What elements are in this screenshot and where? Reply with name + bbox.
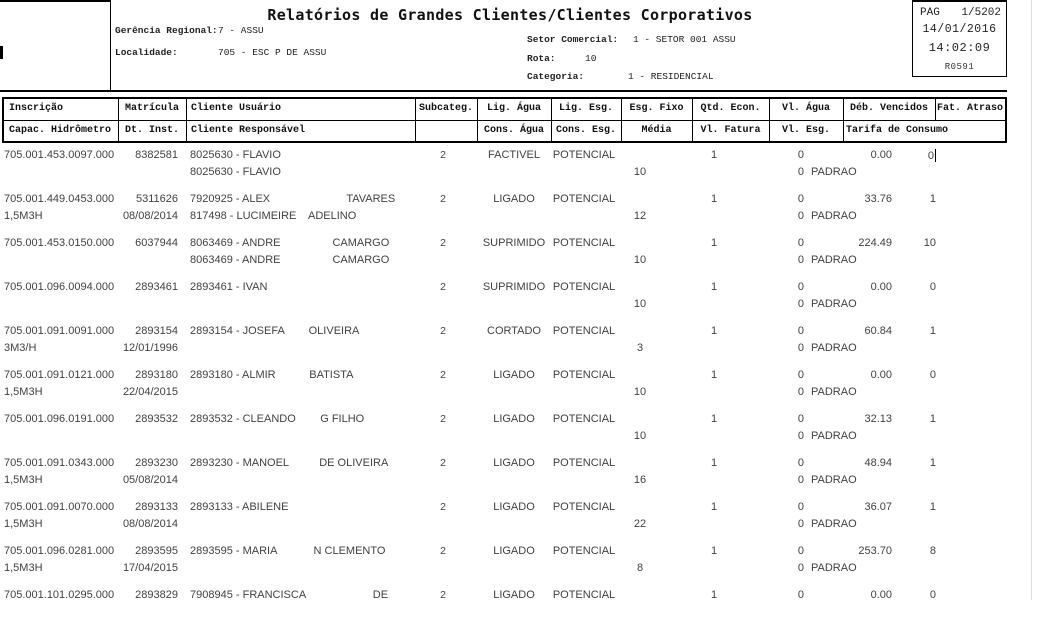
cell-vl-agua: 0 <box>797 369 804 381</box>
table-row <box>0 543 1048 587</box>
cell-media: 12 <box>633 210 647 222</box>
cell-lig-agua: LIGADO <box>493 193 535 205</box>
cell-matricula: 2893595 <box>135 545 178 557</box>
cell-cliente-usuario: 7920925 - ALEX TAVARES <box>190 193 396 205</box>
cell-lig-esg: POTENCIAL <box>552 237 616 249</box>
cell-deb-vencidos: 36.07 <box>864 501 892 513</box>
cell-cliente-usuario: 2893230 - MANOEL DE OLIVEIRA <box>190 457 389 469</box>
cell-matricula: 2893180 <box>135 369 178 381</box>
col-header-inscricao: Inscrição <box>9 103 64 114</box>
table-row <box>0 235 1048 279</box>
cell-subcateg: 2 <box>440 545 446 557</box>
cell-capac-hidrometro: 1,5M3H <box>4 518 43 530</box>
report-code: R0591 <box>944 62 975 72</box>
cell-vl-esg: 0 <box>797 562 804 574</box>
cell-capac-hidrometro: 1,5M3H <box>4 386 43 398</box>
cell-media: 10 <box>633 430 647 442</box>
table-row <box>0 455 1048 499</box>
cell-inscricao: 705.001.091.0091.000 <box>4 325 115 337</box>
col-header-capac-hidrometro: Capac. Hidrômetro <box>9 125 112 136</box>
rota-value: 10 <box>585 53 597 64</box>
cell-vl-agua: 0 <box>797 193 804 205</box>
cell-inscricao: 705.001.453.0097.000 <box>4 149 115 161</box>
cell-deb-vencidos: 0.00 <box>870 149 892 161</box>
records <box>0 147 1048 631</box>
cell-vl-agua: 0 <box>797 457 804 469</box>
cell-fat-atraso: 10 <box>923 237 936 249</box>
col-header-deb-vencidos: Déb. Vencidos <box>849 103 928 114</box>
table-row <box>0 191 1048 235</box>
cell-tarifa-consumo: PADRAO <box>811 342 857 354</box>
cell-vl-esg: 0 <box>797 386 804 398</box>
cell-dt-inst: 22/04/2015 <box>122 386 178 398</box>
cell-vl-agua: 0 <box>797 325 804 337</box>
cell-lig-esg: POTENCIAL <box>552 325 616 337</box>
table-row <box>0 499 1048 543</box>
col-header-lig-esg: Lig. Esg. <box>558 103 613 114</box>
page-number: 1/5202 <box>961 7 1001 19</box>
gerencia-regional-label: Gerência Regional: <box>115 25 218 36</box>
cell-subcateg: 2 <box>440 589 446 601</box>
right-edge-line <box>1031 0 1032 600</box>
cell-cliente-usuario: 2893532 - CLEANDO G FILHO <box>190 413 365 425</box>
cell-media: 10 <box>633 166 647 178</box>
cell-media: 10 <box>633 254 647 266</box>
cell-fat-atraso: 8 <box>929 545 936 557</box>
col-header-qtd-econ: Qtd. Econ. <box>700 103 761 114</box>
col-header-tarifa-consumo: Tarifa de Consumo <box>846 125 949 136</box>
cell-deb-vencidos: 48.94 <box>864 457 892 469</box>
col-header-dt-inst: Dt. Inst. <box>124 125 179 136</box>
cell-fat-atraso: 1 <box>929 457 936 469</box>
cell-subcateg: 2 <box>440 193 446 205</box>
cell-fat-atraso: 1 <box>929 193 936 205</box>
cell-cliente-usuario: 2893180 - ALMIR BATISTA <box>190 369 354 381</box>
cell-vl-esg: 0 <box>797 474 804 486</box>
categoria-value: 1 - RESIDENCIAL <box>628 71 714 82</box>
cell-fat-atraso: 1 <box>929 413 936 425</box>
cell-tarifa-consumo: PADRAO <box>811 518 857 530</box>
cell-deb-vencidos: 224.49 <box>858 237 892 249</box>
cell-subcateg: 2 <box>440 501 446 513</box>
cell-media: 10 <box>633 386 647 398</box>
cell-tarifa-consumo: PADRAO <box>811 474 857 486</box>
cell-deb-vencidos: 32.13 <box>864 413 892 425</box>
cell-fat-atraso: 1 <box>929 501 936 513</box>
cell-inscricao: 705.001.096.0281.000 <box>4 545 115 557</box>
cell-fat-atraso: 0 <box>929 281 936 293</box>
cell-lig-esg: POTENCIAL <box>552 589 616 601</box>
setor-comercial-value: 1 - SETOR 001 ASSU <box>633 34 736 45</box>
cell-lig-agua: CORTADO <box>487 325 541 337</box>
cell-dt-inst: 05/08/2014 <box>122 474 178 486</box>
cell-lig-agua: LIGADO <box>493 369 535 381</box>
cell-matricula: 5311626 <box>135 193 178 205</box>
cell-cliente-usuario: 8025630 - FLAVIO <box>190 149 281 161</box>
cell-capac-hidrometro: 1,5M3H <box>4 474 43 486</box>
localidade-value: 705 - ESC P DE ASSU <box>218 47 327 58</box>
cell-subcateg: 2 <box>440 149 446 161</box>
cell-subcateg: 2 <box>440 457 446 469</box>
cell-inscricao: 705.001.091.0121.000 <box>4 369 115 381</box>
setor-comercial-label: Setor Comercial: <box>527 34 619 45</box>
cell-cliente-usuario: 2893154 - JOSEFA OLIVEIRA <box>190 325 360 337</box>
col-header-lig-agua: Lig. Água <box>486 103 541 114</box>
cell-lig-esg: POTENCIAL <box>552 149 616 161</box>
col-header-fat-atraso: Fat. Atraso <box>936 103 1003 114</box>
cell-subcateg: 2 <box>440 369 446 381</box>
cell-dt-inst: 12/01/1996 <box>122 342 178 354</box>
col-header-cons-agua: Cons. Água <box>483 125 544 136</box>
page-info-box <box>912 0 1007 77</box>
page-title: Relatórios de Grandes Clientes/Clientes Corporativos <box>267 6 753 24</box>
table-row <box>0 323 1048 367</box>
cell-lig-esg: POTENCIAL <box>552 369 616 381</box>
cell-lig-esg: POTENCIAL <box>552 501 616 513</box>
logo-box-top-border <box>0 0 110 2</box>
cell-matricula: 8382581 <box>135 149 178 161</box>
cell-lig-esg: POTENCIAL <box>552 193 616 205</box>
cell-dt-inst: 17/04/2015 <box>122 562 178 574</box>
cell-vl-agua: 0 <box>797 413 804 425</box>
cell-lig-agua: SUPRIMIDO <box>482 281 546 293</box>
table-row <box>0 367 1048 411</box>
cell-inscricao: 705.001.096.0191.000 <box>4 413 115 425</box>
cell-fat-atraso: 0 <box>929 369 936 381</box>
cell-inscricao: 705.001.096.0094.000 <box>4 281 115 293</box>
cell-vl-esg: 0 <box>797 342 804 354</box>
cell-vl-esg: 0 <box>797 518 804 530</box>
col-header-vl-agua: Vl. Água <box>781 103 830 114</box>
cell-media: 8 <box>636 562 644 574</box>
col-header-cliente-usuario: Cliente Usuário <box>191 103 282 114</box>
cell-qtd-econ: 1 <box>710 457 718 469</box>
cell-deb-vencidos: 0.00 <box>870 369 892 381</box>
cell-lig-esg: POTENCIAL <box>552 457 616 469</box>
cell-fat-atraso: 0 <box>929 589 936 601</box>
report-time: 14:02:09 <box>928 41 991 55</box>
header-rule <box>0 90 1007 92</box>
col-header-cliente-responsavel: Cliente Responsável <box>191 125 306 136</box>
col-header-vl-esg: Vl. Esg. <box>781 125 830 136</box>
cell-subcateg: 2 <box>440 237 446 249</box>
col-header-matricula: Matrícula <box>124 103 179 114</box>
table-row <box>0 147 1048 191</box>
col-header-vl-fatura: Vl. Fatura <box>700 125 761 136</box>
cell-vl-esg: 0 <box>797 254 804 266</box>
cell-vl-esg: 0 <box>797 166 804 178</box>
cell-dt-inst: 08/08/2014 <box>122 210 178 222</box>
cell-capac-hidrometro: 1,5M3H <box>4 210 43 222</box>
grid-line <box>4 120 1005 121</box>
cell-tarifa-consumo: PADRAO <box>811 430 857 442</box>
cell-media: 16 <box>633 474 647 486</box>
cell-matricula: 2893532 <box>135 413 178 425</box>
cell-matricula: 6037944 <box>135 237 178 249</box>
cell-subcateg: 2 <box>440 325 446 337</box>
cell-cliente-responsavel: 817498 - LUCIMEIRE ADELINO <box>190 210 357 222</box>
cell-subcateg: 2 <box>440 413 446 425</box>
cell-lig-agua: SUPRIMIDO <box>482 237 546 249</box>
cell-tarifa-consumo: PADRAO <box>811 166 857 178</box>
cell-inscricao: 705.001.449.0453.000 <box>4 193 115 205</box>
cell-vl-esg: 0 <box>797 210 804 222</box>
cell-matricula: 2893829 <box>135 589 178 601</box>
col-header-cons-esg: Cons. Esg. <box>555 125 616 136</box>
categoria-label: Categoria: <box>527 71 585 82</box>
cell-vl-agua: 0 <box>797 545 804 557</box>
cell-media: 3 <box>636 342 644 354</box>
cell-capac-hidrometro: 1,5M3H <box>4 562 43 574</box>
cell-fat-atraso: 0 <box>876 149 936 162</box>
cell-inscricao: 705.001.101.0295.000 <box>4 589 115 601</box>
cell-vl-esg: 0 <box>797 430 804 442</box>
cell-qtd-econ: 1 <box>710 369 718 381</box>
cell-matricula: 2893230 <box>135 457 178 469</box>
cell-qtd-econ: 1 <box>710 589 718 601</box>
cell-cliente-responsavel: 8025630 - FLAVIO <box>190 166 281 178</box>
cell-media: 22 <box>633 518 647 530</box>
cell-vl-agua: 0 <box>797 149 804 161</box>
cell-deb-vencidos: 0.00 <box>870 281 892 293</box>
cell-matricula: 2893461 <box>135 281 178 293</box>
cell-qtd-econ: 1 <box>710 237 718 249</box>
col-header-subcateg: Subcateg. <box>418 103 473 114</box>
localidade-label: Localidade: <box>115 47 178 58</box>
cell-deb-vencidos: 33.76 <box>864 193 892 205</box>
cell-cliente-usuario: 2893133 - ABILENE <box>190 501 289 513</box>
cell-cliente-usuario: 8063469 - ANDRE CAMARGO <box>190 237 390 249</box>
cell-vl-agua: 0 <box>797 237 804 249</box>
cell-qtd-econ: 1 <box>710 501 718 513</box>
cell-media: 10 <box>633 298 647 310</box>
cell-inscricao: 705.001.091.0070.000 <box>4 501 115 513</box>
cell-cliente-usuario: 2893461 - IVAN <box>190 281 268 293</box>
table-row <box>0 587 1048 631</box>
cell-lig-agua: LIGADO <box>493 501 535 513</box>
cell-matricula: 2893154 <box>135 325 178 337</box>
logo-mark <box>0 46 3 59</box>
cell-deb-vencidos: 253.70 <box>858 545 892 557</box>
cell-capac-hidrometro: 3M3/H <box>4 342 37 354</box>
cell-qtd-econ: 1 <box>710 545 718 557</box>
table-header <box>2 97 1007 143</box>
cell-matricula: 2893133 <box>135 501 178 513</box>
cell-vl-agua: 0 <box>797 589 804 601</box>
cell-vl-esg: 0 <box>797 298 804 310</box>
cell-lig-agua: FACTIVEL <box>488 149 540 161</box>
cell-inscricao: 705.001.453.0150.000 <box>4 237 115 249</box>
cell-qtd-econ: 1 <box>710 193 718 205</box>
cell-cliente-responsavel: 8063469 - ANDRE CAMARGO <box>190 254 390 266</box>
cell-lig-agua: LIGADO <box>493 589 535 601</box>
rota-label: Rota: <box>527 53 556 64</box>
report-date: 14/01/2016 <box>922 23 997 36</box>
cell-lig-esg: POTENCIAL <box>552 281 616 293</box>
cell-qtd-econ: 1 <box>710 325 718 337</box>
cell-lig-esg: POTENCIAL <box>552 413 616 425</box>
cell-lig-agua: LIGADO <box>493 545 535 557</box>
cell-subcateg: 2 <box>440 281 446 293</box>
cell-deb-vencidos: 0.00 <box>870 589 892 601</box>
cell-tarifa-consumo: PADRAO <box>811 386 857 398</box>
cell-deb-vencidos: 60.84 <box>864 325 892 337</box>
cell-tarifa-consumo: PADRAO <box>811 298 857 310</box>
cell-fat-atraso: 1 <box>929 325 936 337</box>
gerencia-regional-value: 7 - ASSU <box>218 25 264 36</box>
cell-vl-agua: 0 <box>797 501 804 513</box>
table-row <box>0 279 1048 323</box>
cell-lig-agua: LIGADO <box>493 413 535 425</box>
col-header-media: Média <box>641 125 672 136</box>
cell-vl-agua: 0 <box>797 281 804 293</box>
cell-tarifa-consumo: PADRAO <box>811 254 857 266</box>
cell-lig-esg: POTENCIAL <box>552 545 616 557</box>
cell-qtd-econ: 1 <box>710 149 718 161</box>
cell-tarifa-consumo: PADRAO <box>811 210 857 222</box>
cell-cliente-usuario: 2893595 - MARIA N CLEMENTO <box>190 545 386 557</box>
cell-dt-inst: 08/08/2014 <box>122 518 178 530</box>
col-header-esg-fixo: Esg. Fixo <box>629 103 684 114</box>
cell-cliente-usuario: 7908945 - FRANCISCA DE <box>190 589 389 601</box>
cell-qtd-econ: 1 <box>710 281 718 293</box>
cell-tarifa-consumo: PADRAO <box>811 562 857 574</box>
cell-inscricao: 705.001.091.0343.000 <box>4 457 115 469</box>
pag-label: PAG <box>920 7 940 19</box>
cell-qtd-econ: 1 <box>710 413 718 425</box>
table-row <box>0 411 1048 455</box>
cell-lig-agua: LIGADO <box>493 457 535 469</box>
